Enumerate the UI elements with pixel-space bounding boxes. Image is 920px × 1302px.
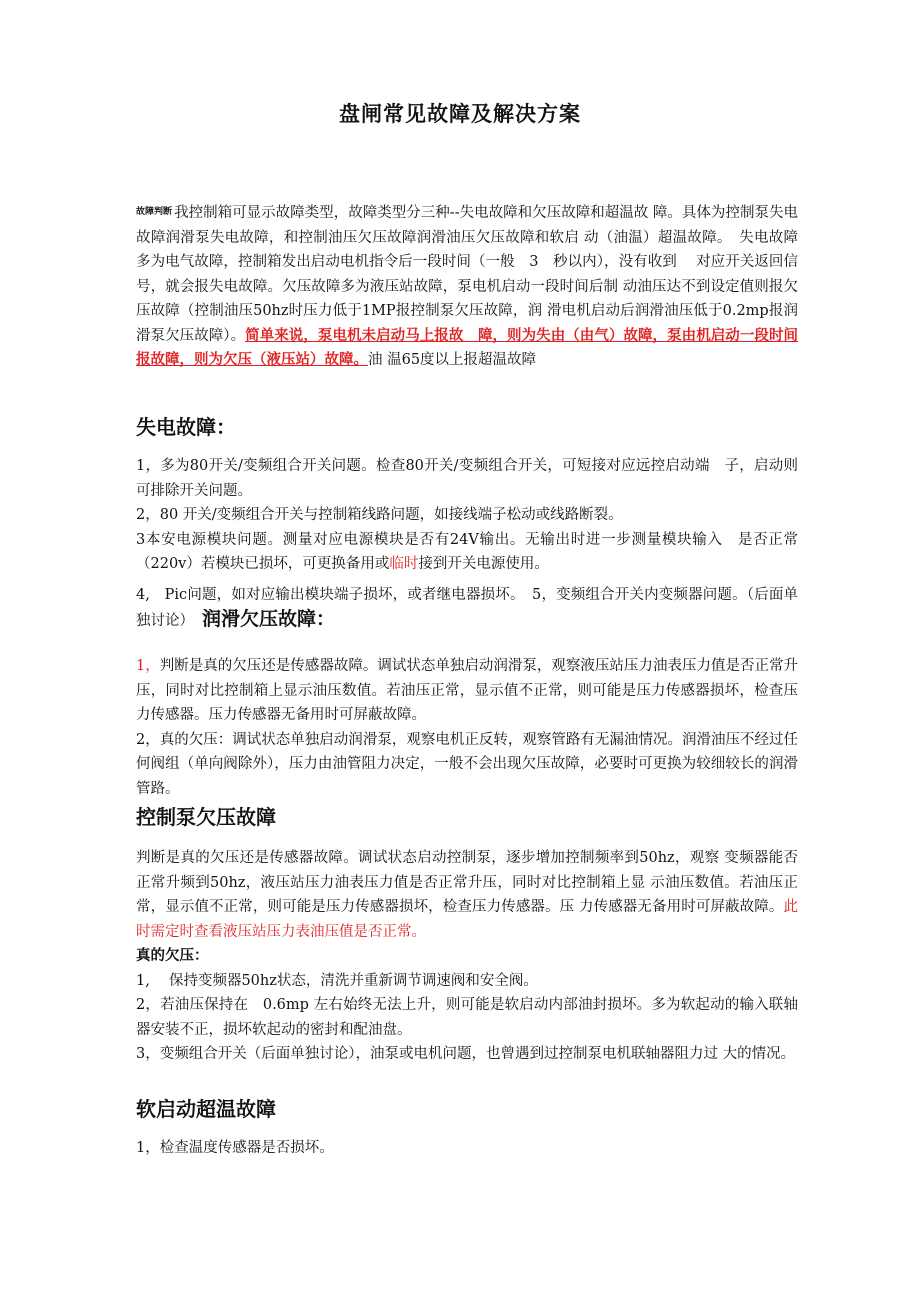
item-4-text: 4, Pic问题，如对应输出模块端子损坏，或者继电器损坏。 5，变频组合开关内变频器问题。（后面单独讨论） [136, 586, 798, 629]
intro-paragraph [136, 200, 798, 373]
fault-judgement-tag: 故障判断 [136, 207, 173, 217]
lube-item-1 [136, 654, 798, 728]
control-pump-highlight: 此时需定时查看液压站压力表油压值是否正常。 [136, 899, 798, 940]
soft-start-item-1: 1，检查温度传感器是否损坏。 [136, 1140, 334, 1156]
power-loss-heading: 失电故障： [136, 415, 236, 439]
control-pump-section [136, 802, 798, 1067]
control-pump-heading: 控制泵欠压故障 [136, 805, 276, 829]
lube-item-2: 2，真的欠压：调试状态单独启动润滑泵，观察电机正反转，观察管路有无漏油情况。润滑油压不经过任何阀组（单向阀除外），压力由油管阻力决定，一般不会出现欠压故障，必要时可更换为较细较长的润滑管路。 [136, 731, 798, 797]
item-3-highlight: 临时 [389, 556, 419, 572]
control-pump-item-3: 3，变频组合开关（后面单独讨论），油泵或电机问题，也曾遇到过控制泵电机联轴器阻力过 大的情况。 [136, 1046, 796, 1062]
control-pump-text: 判断是真的欠压还是传感器故障。调试状态启动控制泵，逐步增加控制频率到50hz，观察 变频器能否正常升频到50hz，液压站压力油表压力值是否正常升压，同时对比控制箱上显 示油压数值。若油压正常，显示值不正常，则可能是压力传感器损坏，检查压力传感器。压 力传感器无备用时可屏蔽故障。 [136, 850, 798, 915]
power-loss-item-3 [136, 528, 798, 577]
intro-text: 我控制箱可显示故障类型，故障类型分三种--失电故障和欠压故障和超温故 障。具体为控制泵失电故障润滑泵失电故障，和控制油压欠压故障润滑油压欠压故障和软启 动（油温）超温故障。 失电故障多为电气故障，控制箱发出启动电机指令后一段时间（一般 3 秒以内），没有收到 对应开关返回信号，就会报失电故障。欠压故障多为液压站故障，泵电机启动一段时间后制 动油压达不到设定值则报欠压故障（控制油压50hz时压力低于1MP报控制泵欠压故障，润 滑电机启动后润滑油压低于0.2mp报润滑泵欠压故障）。 [136, 205, 798, 344]
soft-start-heading: 软启动超温故障 [136, 1097, 276, 1121]
lube-underpressure-section [136, 654, 798, 801]
control-pump-item-1: 1, 保持变频器50hz状态，清洗并重新调节调速阀和安全阀。 [136, 972, 538, 989]
intro-highlight: 简单来说，泵电机未启动马上报故 障，则为失由（由气）故障，泵由机启动一段时间报故障，则为欠压（液压站）故障。 [136, 326, 799, 368]
real-underpressure-subheading: 真的欠压： [136, 947, 209, 964]
power-loss-section [136, 412, 798, 634]
lube-item-1-text: 判断是真的欠压还是传感器故障。调试状态单独启动润滑泵，观察液压站压力油表压力值是否正常升压，同时对比控制箱上显示油压数值。若油压正常，显示值不正常，则可能是压力传感器损坏，检查压力传感器。压力传感器无备用时可屏蔽故障。 [136, 658, 798, 723]
lube-item-1-number: 1， [136, 658, 160, 674]
page-title: 盘闸常见故障及解决方案 [339, 102, 581, 126]
item-3-text: 3本安电源模块问题。测量对应电源模块是否有24V输出。无输出时进一步测量模块输入 是否正常（220v）若模块已损坏，可更换备用或 [136, 531, 798, 572]
intro-text-end: 油 温65度以上报超温故障 [368, 352, 537, 368]
control-pump-paragraph [136, 846, 798, 944]
power-loss-item-4 [136, 583, 798, 634]
soft-start-section [136, 1094, 798, 1161]
power-loss-item-2: 2，80 开关/变频组合开关与控制箱线路问题，如接线端子松动或线路断裂。 [136, 507, 623, 523]
intro-section [136, 200, 798, 373]
control-pump-item-2: 2，若油压保持在 0.6mp 左右始终无法上升，则可能是软启动内部油封损坏。多为软起动的输入联轴器安装不正，损坏软起动的密封和配油盘。 [136, 997, 798, 1038]
power-loss-item-1: 1，多为80开关/变频组合开关问题。检查80开关/变频组合开关，可短接对应远控启动端 子，启动则可排除开关问题。 [136, 458, 798, 499]
item-3-text-end: 接到开关电源使用。 [418, 556, 549, 572]
lube-underpressure-heading: 润滑欠压故障： [202, 608, 336, 630]
